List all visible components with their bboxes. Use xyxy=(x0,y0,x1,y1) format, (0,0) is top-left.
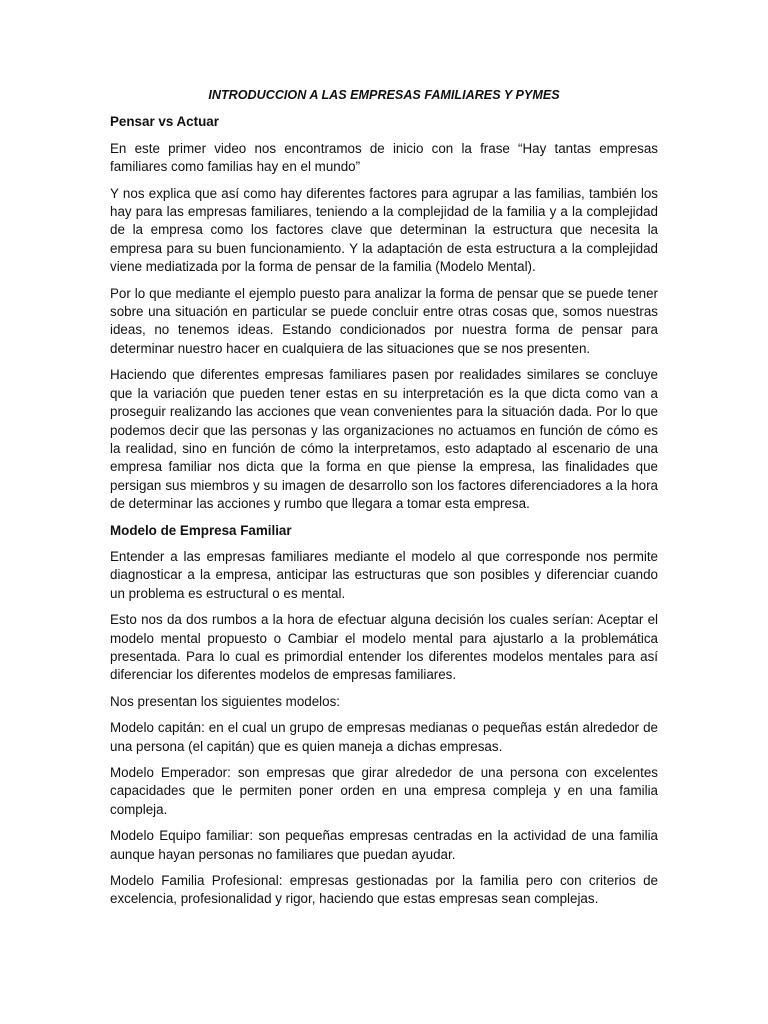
paragraph-modelo-emperador: Modelo Emperador: son empresas que girar alrededor de una persona con excelentes capacidades que le permiten poner orden en una empresa compleja y en una familia compleja. xyxy=(110,765,658,817)
paragraph-4: Haciendo que diferentes empresas familiares pasen por realidades similares se concluye que la variación que pueden tener estas en su interpretación es la que dicta como van a proseguir realizando las acciones que vean convenientes para la situación dada. Por lo que podemos decir que las personas y las organizaciones no actuamos en función de cómo es la realidad, sino en función de cómo la interpretamos, esto adaptado al escenario de una empresa familiar nos dicta que la forma en que piense la empresa, las finalidades que persigan sus miembros y su imagen de desarrollo son los factores diferenciadores a la hora de determinar las acciones y rumbo que llegara a tomar esta empresa. xyxy=(110,367,658,512)
paragraph-modelo-capitan: Modelo capitán: en el cual un grupo de empresas medianas o pequeñas están alrededor de una persona (el capitán) que es quien maneja a dichas empresas. xyxy=(110,720,658,754)
section-heading-modelo-empresa-familiar: Modelo de Empresa Familiar xyxy=(110,522,292,538)
section-heading-pensar-vs-actuar: Pensar vs Actuar xyxy=(110,114,219,130)
paragraph-modelo-familia-profesional: Modelo Familia Profesional: empresas gestionadas por la familia pero con criterios de excelencia, profesionalidad y rigor, haciendo que estas empresas sean complejas. xyxy=(110,873,658,907)
paragraph-2: Y nos explica que así como hay diferentes factores para agrupar a las familias, también los hay para las empresas familiares, teniendo a la complejidad de la familia y a la complejidad de la empresa como los factores clave que determinan la estructura que necesita la empresa para su buen funcionamiento. Y la adaptación de esta estructura a la complejidad viene mediatizada por la forma de pensar de la familia (Modelo Mental). xyxy=(110,185,658,275)
paragraph-modelo-equipo-familiar: Modelo Equipo familiar: son pequeñas empresas centradas en la actividad de una familia aunque hayan personas no familiares que puedan ayudar. xyxy=(110,828,658,862)
document-page xyxy=(110,86,658,917)
paragraph-1: En este primer video nos encontramos de inicio con la frase “Hay tantas empresas familiares como familias hay en el mundo” xyxy=(110,140,658,175)
paragraph-3: Por lo que mediante el ejemplo puesto para analizar la forma de pensar que se puede tener sobre una situación en particular se puede concluir entre otras cosas que, somos nuestras ideas, no tenemos ideas. Estando condicionados por nuestra forma de pensar para determinar nuestro hacer en cualquiera de las situaciones que se nos presenten. xyxy=(110,285,658,356)
paragraph-7: Nos presentan los siguientes modelos: xyxy=(110,693,341,709)
paragraph-6: Esto nos da dos rumbos a la hora de efectuar alguna decisión los cuales serían: Aceptar el modelo mental propuesto o Cambiar el modelo mental para ajustarlo a la problemática presentada. Para lo cual es primordial entender los diferentes modelos mentales para así diferenciar los diferentes modelos de empresas familiares. xyxy=(110,612,658,683)
paragraph-5: Entender a las empresas familiares mediante el modelo al que corresponde nos permite diagnosticar a la empresa, anticipar las estructuras que son posibles y diferenciar cuando un problema es estructural o es mental. xyxy=(110,548,658,601)
document-title: INTRODUCCION A LAS EMPRESAS FAMILIARES Y PYMES xyxy=(208,88,560,102)
